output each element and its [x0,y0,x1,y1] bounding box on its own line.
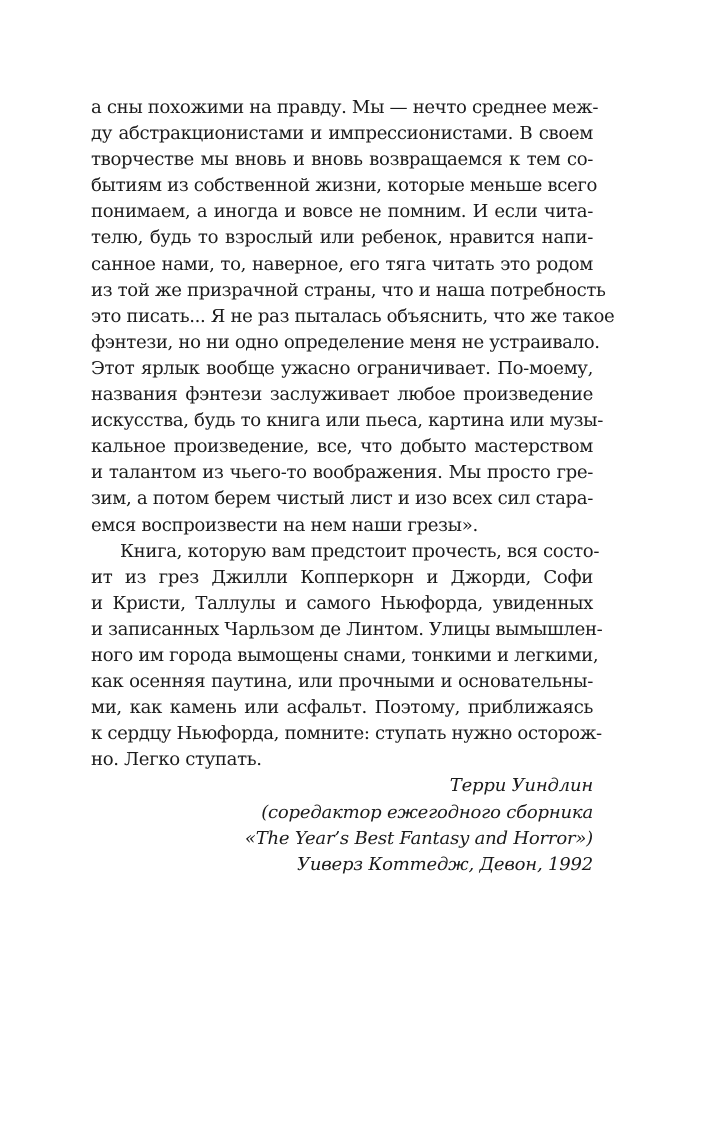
text-line: кальное произведение, все, что добыто мастерством [91,436,593,458]
text-line: творчестве мы вновь и вновь возвращаемся к тем со- [91,149,593,171]
signature-author: Терри Уиндлин [449,775,593,797]
paragraph-1 [91,95,615,539]
paragraph-2 [91,539,603,774]
signature-role-line-2: «The Year’s Best Fantasy and Horror») [244,827,593,849]
text-line: ит из грез Джилли Копперкорн и Джорди, Софи [91,566,593,588]
signature-place-date: Уиверз Коттедж, Девон, 1992 [297,853,593,875]
signature-role-line-1: (соредактор ежегодного сборника [261,801,593,823]
text-line: емся воспроизвести на нем наши грезы». [91,514,478,536]
text-line: искусства, будь то книга или пьеса, картина или музы- [91,410,603,432]
text-line: это писать... Я не раз пыталась объяснить, что же такое [91,305,615,327]
text-line: санное нами, то, наверное, его тяга читать это родом [91,253,593,275]
page-text [91,95,615,878]
text-line: Этот ярлык вообще ужасно ограничивает. По-моему, [91,357,593,379]
text-line: из той же призрачной страны, что и наша потребность [91,279,606,301]
text-line: и талантом из чьего-то воображения. Мы просто гре- [91,462,593,484]
text-line: ду абстракционистами и импрессионистами. В своем [91,123,593,145]
text-line: бытиям из собственной жизни, которые меньше всего [91,175,598,197]
text-line: ного им города вымощены снами, тонкими и легкими, [91,644,599,666]
text-line: зим, а потом берем чистый лист и изо всех сил стара- [91,488,593,510]
text-line: ми, как камень или асфальт. Поэтому, приближаясь [91,697,593,719]
text-line: но. Легко ступать. [91,749,262,771]
signature-block [91,773,593,877]
text-line: и записанных Чарльзом де Линтом. Улицы вымышлен- [91,618,603,640]
text-line: фэнтези, но ни одно определение меня не устраивало. [91,331,600,353]
text-line: к сердцу Ньюфорда, помните: ступать нужно осторож- [91,723,602,745]
text-line: а сны похожими на правду. Мы — нечто среднее меж- [91,97,599,118]
text-line: названия фэнтези заслуживает любое произведение [91,384,593,406]
text-line: Книга, которую вам предстоит прочесть, вся состо- [120,540,600,562]
text-line: и Кристи, Таллулы и самого Ньюфорда, увиденных [91,592,593,614]
text-line: как осенняя паутина, или прочными и основательны- [91,671,593,693]
text-line: понимаем, а иногда и вовсе не помним. И если чита- [91,201,593,223]
text-line: телю, будь то взрослый или ребенок, нравится напи- [91,227,593,249]
